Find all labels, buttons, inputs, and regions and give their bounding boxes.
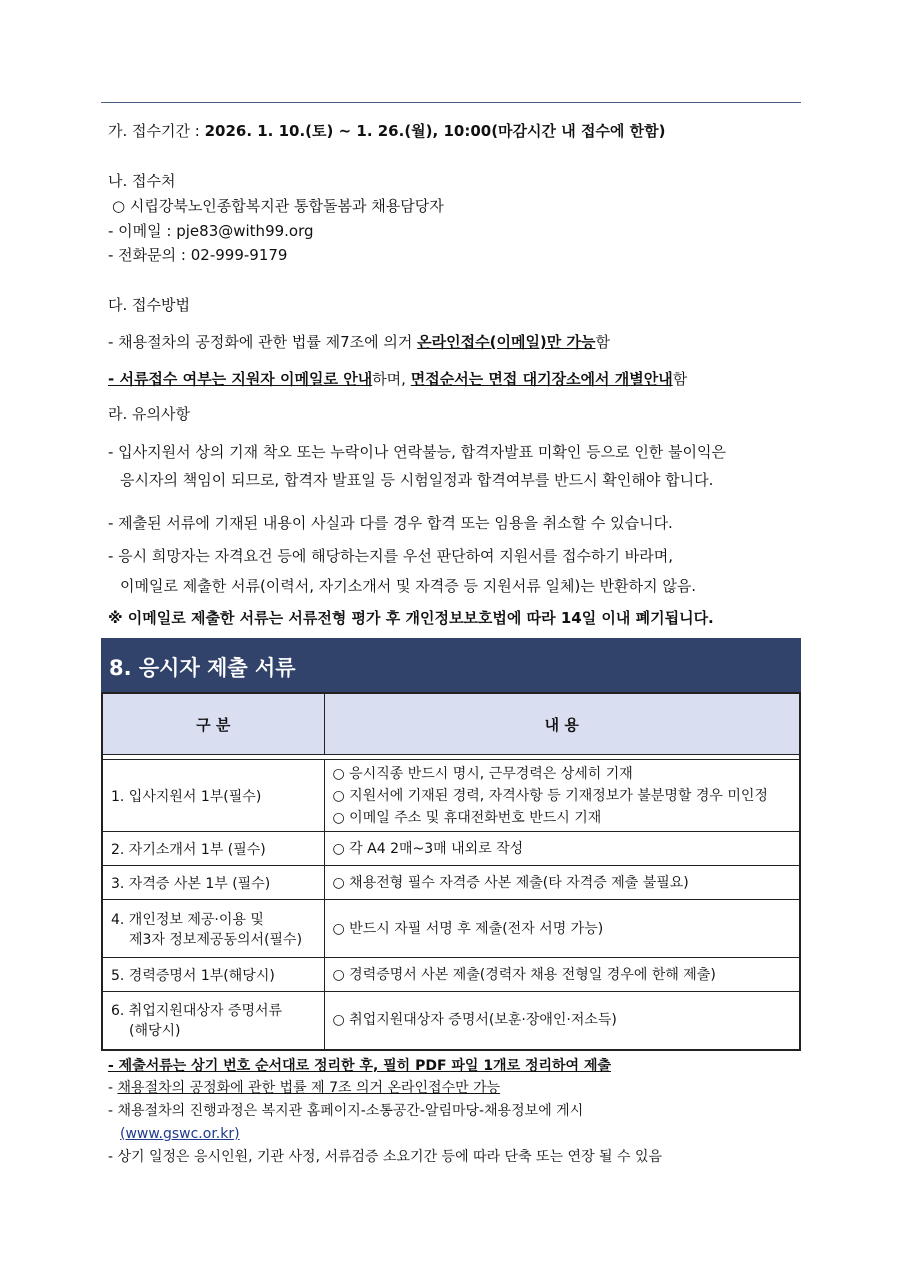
footnote-1: - 제출서류는 상기 번호 순서대로 정리한 후, 필히 PDF 파일 1개로 정리하여 제출 <box>108 1058 611 1074</box>
method-online-only: 온라인접수(이메일)만 가능 <box>417 333 596 351</box>
application-period-label: 가. 접수기간 : <box>108 122 205 140</box>
doc-content <box>324 900 800 958</box>
footnote-3-link-line <box>120 1123 240 1145</box>
doc-item: ○ 이메일 주소 및 휴대전화번호 반드시 기재 <box>333 807 792 829</box>
method-line-2 <box>108 369 687 389</box>
doc-content <box>324 866 800 900</box>
doc-name: 5. 경력증명서 1부(해당시) <box>102 958 324 992</box>
table-row <box>102 866 800 900</box>
caution-1a: - 입사지원서 상의 기재 착오 또는 누락이나 연락불능, 합격자발표 미확인 등으로 인한 불이익은 <box>108 443 727 461</box>
footnote-3: - 채용절차의 진행과정은 복지관 홈페이지-소통공간-알림마당-채용정보에 게시 <box>108 1103 584 1119</box>
required-documents-table <box>101 692 801 1051</box>
table-row <box>102 992 800 1050</box>
homepage-link[interactable]: (www.gswc.or.kr) <box>120 1126 240 1142</box>
doc-item: ○ 취업지원대상자 증명서(보훈·장애인·저소득) <box>333 1009 792 1031</box>
method-line-2-end: 함 <box>672 370 688 388</box>
method-line-1-text: - 채용절차의 공정화에 관한 법률 제7조에 의거 <box>108 333 418 351</box>
method-line-1 <box>108 332 610 352</box>
doc-name-line-1: 4. 개인정보 제공·이용 및 <box>111 911 264 928</box>
caution-3b: 이메일로 제출한 서류(이력서, 자기소개서 및 자격증 등 지원서류 일체)는 반환하지 않음. <box>120 577 697 595</box>
doc-name <box>102 900 324 958</box>
table-row <box>102 900 800 958</box>
caution-1b: 응시자의 책임이 되므로, 합격자 발표일 등 시험일정과 합격여부를 반드시 확인해야 합니다. <box>120 471 714 489</box>
doc-name: 3. 자격증 사본 1부 (필수) <box>102 866 324 900</box>
method-email-notice: - 서류접수 여부는 지원자 이메일로 안내 <box>108 370 373 388</box>
doc-item: ○ 반드시 자필 서명 후 제출(전자 서명 가능) <box>333 918 792 940</box>
disposal-notice: ※ 이메일로 제출한 서류는 서류전형 평가 후 개인정보보호법에 따라 14일 이내 폐기됩니다. <box>108 609 714 627</box>
table-header-row <box>102 693 800 755</box>
doc-content <box>324 992 800 1050</box>
doc-name-line-2: (해당시) <box>129 1023 181 1040</box>
footnote-2-dash: - <box>108 1080 118 1096</box>
reception-phone: - 전화문의 : 02-999-9179 <box>108 246 288 264</box>
cautions-heading: 라. 유의사항 <box>108 405 190 423</box>
table-row <box>102 760 800 832</box>
reception-heading: 나. 접수처 <box>108 172 176 190</box>
doc-content <box>324 832 800 866</box>
application-period-value: 2026. 1. 10.(토) ~ 1. 26.(월), 10:00(마감시간 내 접수에 한함) <box>204 122 666 140</box>
table-row <box>102 832 800 866</box>
doc-name: 2. 자기소개서 1부 (필수) <box>102 832 324 866</box>
method-heading: 다. 접수방법 <box>108 296 190 314</box>
method-line-1-end: 함 <box>595 333 610 351</box>
col-header-type: 구 분 <box>102 693 324 755</box>
doc-item: ○ 지원서에 기재된 경력, 자격사항 등 기재정보가 불분명할 경우 미인정 <box>333 785 792 807</box>
method-interview-order: 면접순서는 면접 대기장소에서 개별안내 <box>410 370 673 388</box>
doc-name-line-2: 제3자 정보제공동의서(필수) <box>129 931 303 948</box>
footnote-4: - 상기 일정은 응시인원, 기관 사정, 서류검증 소요기간 등에 따라 단축 또는 연장 될 수 있음 <box>108 1149 663 1165</box>
table-row <box>102 958 800 992</box>
doc-item: ○ 경력증명서 사본 제출(경력자 채용 전형일 경우에 한해 제출) <box>333 964 792 986</box>
section-8-title: 8. 응시자 제출 서류 <box>101 638 801 692</box>
doc-content <box>324 958 800 992</box>
caution-3a: - 응시 희망자는 자격요건 등에 해당하는지를 우선 판단하여 지원서를 접수하기 바라며, <box>108 547 674 565</box>
method-line-2-mid: 하며, <box>372 370 411 388</box>
footnote-2 <box>108 1077 500 1099</box>
doc-content <box>324 760 800 832</box>
doc-item: ○ 채용전형 필수 자격증 사본 제출(타 자격증 제출 불필요) <box>333 872 792 894</box>
doc-name: 1. 입사지원서 1부(필수) <box>102 760 324 832</box>
doc-name-line-1: 6. 취업지원대상자 증명서류 <box>111 1003 283 1020</box>
col-header-content: 내 용 <box>324 693 800 755</box>
doc-item: ○ 응시직종 반드시 명시, 근무경력은 상세히 기재 <box>333 763 792 785</box>
reception-place: ○ 시립강북노인종합복지관 통합돌봄과 채용담당자 <box>112 197 444 215</box>
doc-item: ○ 각 A4 2매~3매 내외로 작성 <box>333 838 792 860</box>
doc-name <box>102 992 324 1050</box>
application-period <box>108 121 665 141</box>
caution-2: - 제출된 서류에 기재된 내용이 사실과 다를 경우 합격 또는 임용을 취소할 수 있습니다. <box>108 514 673 532</box>
top-divider <box>101 102 801 103</box>
footnote-2-text: 채용절차의 공정화에 관한 법률 제 7조 의거 온라인접수만 가능 <box>117 1080 501 1096</box>
reception-email: - 이메일 : pje83@with99.org <box>108 222 314 240</box>
